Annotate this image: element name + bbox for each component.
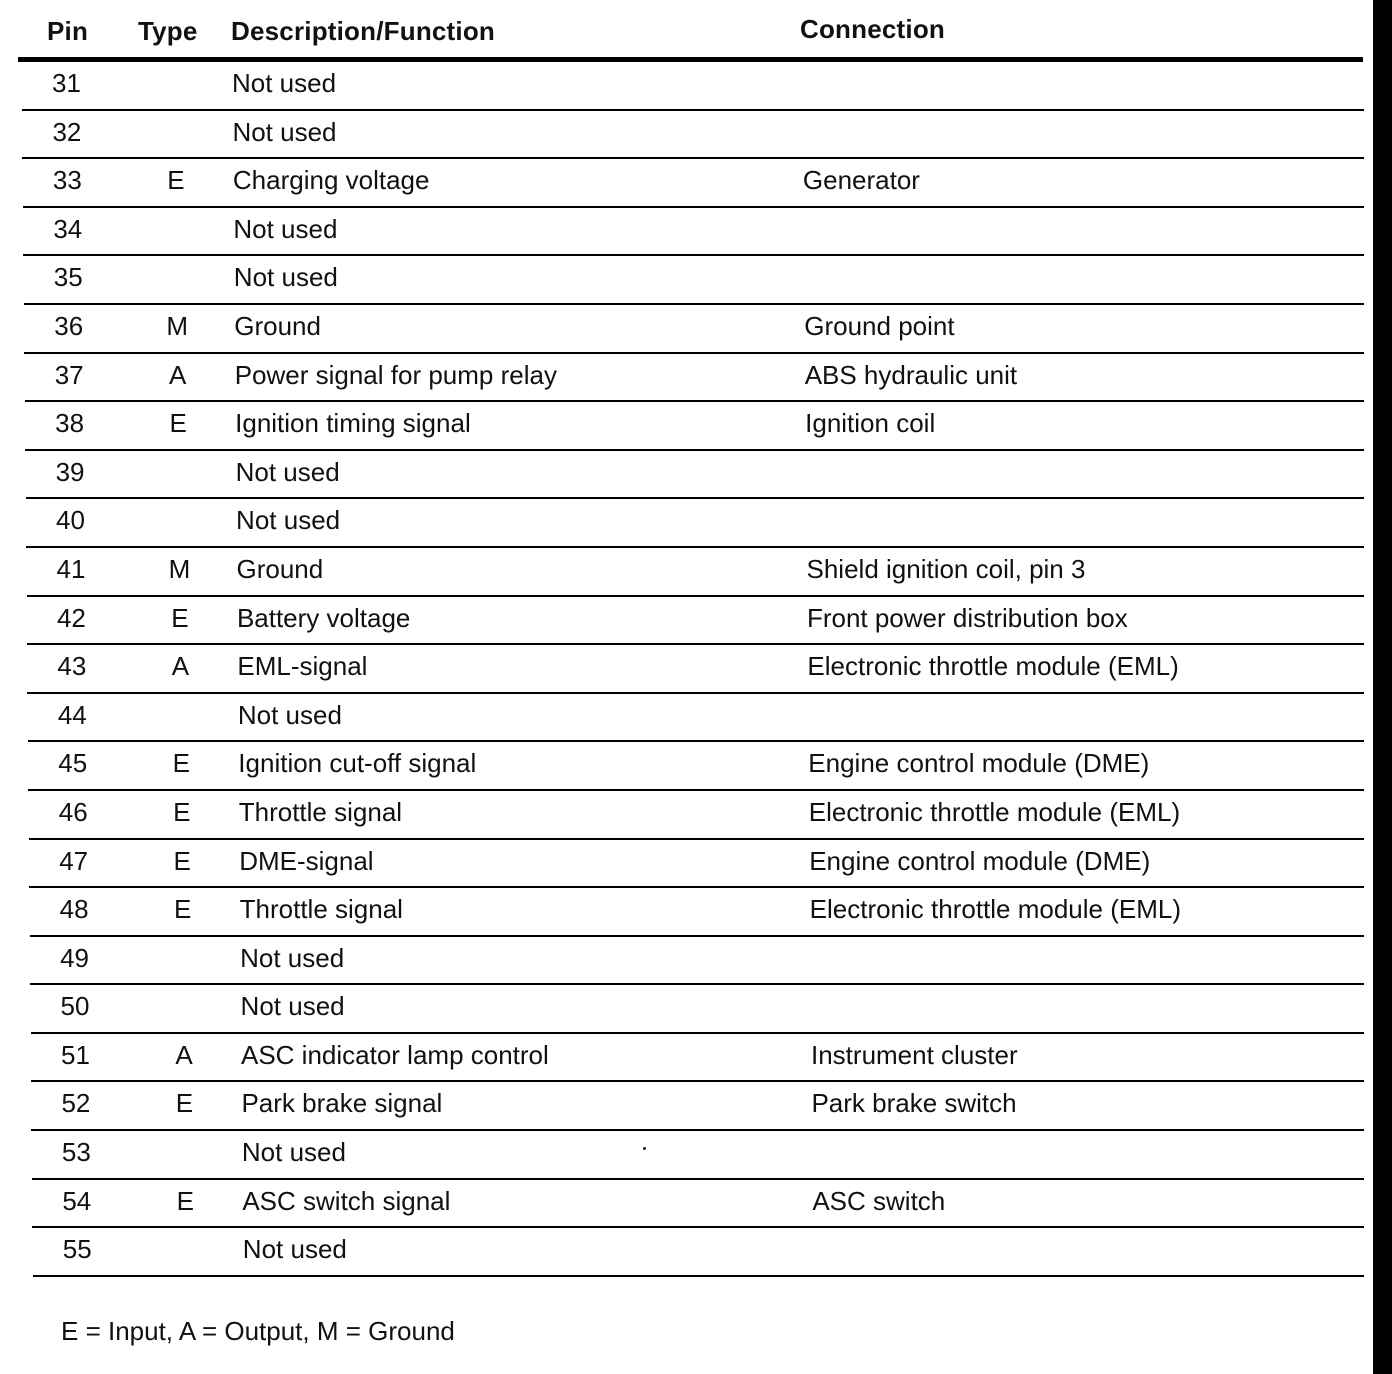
table-row <box>22 111 1364 160</box>
pin-cell: 46 <box>58 796 88 827</box>
connection-cell: Generator <box>802 165 920 196</box>
description-cell: Not used <box>232 116 337 147</box>
description-cell: DME-signal <box>239 845 374 876</box>
table-row <box>27 597 1364 646</box>
description-cell: Not used <box>240 991 345 1022</box>
type-cell: E <box>171 602 189 633</box>
table-row <box>24 256 1364 305</box>
table-row <box>30 937 1364 986</box>
type-cell: E <box>173 894 192 925</box>
pin-cell: 50 <box>60 991 90 1022</box>
table-row <box>23 159 1364 208</box>
pin-cell: 55 <box>62 1234 92 1265</box>
pin-cell: 47 <box>59 845 89 876</box>
type-legend: E = Input, A = Output, M = Ground <box>61 1316 455 1346</box>
description-cell: ASC indicator lamp control <box>241 1039 549 1070</box>
description-cell: Not used <box>235 456 340 487</box>
description-cell: Ignition cut-off signal <box>238 748 477 779</box>
table-row <box>23 208 1364 257</box>
pin-cell: 38 <box>55 408 85 439</box>
table-header <box>0 0 1372 60</box>
pin-cell: 32 <box>52 116 82 147</box>
table-row <box>26 451 1364 500</box>
table-row <box>29 791 1364 840</box>
type-cell: M <box>166 310 189 341</box>
pin-cell: 44 <box>57 699 87 730</box>
connection-cell: Instrument cluster <box>811 1039 1018 1070</box>
pin-cell: 31 <box>52 68 81 98</box>
type-cell: E <box>172 748 190 779</box>
type-cell: E <box>176 1185 195 1216</box>
connection-cell: ASC switch <box>812 1185 946 1216</box>
pin-cell: 36 <box>54 310 84 341</box>
description-cell: EML-signal <box>237 651 368 682</box>
table-row <box>26 499 1364 548</box>
table-row <box>32 1131 1364 1180</box>
description-cell: Not used <box>237 699 342 730</box>
type-cell: A <box>169 359 187 390</box>
description-cell: Not used <box>236 505 341 536</box>
pin-cell: 33 <box>52 165 82 196</box>
scan-speck <box>643 1147 646 1150</box>
table-row <box>30 888 1364 937</box>
description-cell: Not used <box>232 68 337 98</box>
pin-cell: 43 <box>57 651 87 682</box>
table-row <box>25 354 1364 403</box>
type-cell: E <box>173 796 191 827</box>
pin-cell: 37 <box>54 359 84 390</box>
pin-cell: 40 <box>56 505 85 536</box>
description-cell: ASC switch signal <box>242 1185 451 1216</box>
table-row <box>25 402 1364 451</box>
table-row <box>24 305 1364 354</box>
pin-cell: 39 <box>55 456 85 487</box>
description-cell: Not used <box>241 1137 346 1168</box>
description-cell: Throttle signal <box>238 796 403 827</box>
type-cell: M <box>168 553 191 584</box>
table-body <box>0 62 1372 1277</box>
table-row <box>31 1082 1364 1131</box>
connection-cell: Ground point <box>804 310 955 341</box>
connection-cell: Shield ignition coil, pin 3 <box>806 553 1086 584</box>
header-connection: Connection <box>800 14 945 44</box>
pin-cell: 53 <box>61 1137 91 1168</box>
pin-cell: 49 <box>60 942 90 973</box>
type-cell: E <box>175 1088 194 1119</box>
pin-cell: 52 <box>61 1088 91 1119</box>
connection-cell: Electronic throttle module (EML) <box>809 894 1182 925</box>
type-cell: A <box>171 651 190 682</box>
connection-cell: Engine control module (DME) <box>809 845 1151 876</box>
header-description: Description/Function <box>231 16 495 46</box>
pin-cell: 48 <box>59 894 89 925</box>
connection-cell: Park brake switch <box>811 1088 1017 1119</box>
type-cell: E <box>173 845 191 876</box>
description-cell: Park brake signal <box>241 1088 443 1119</box>
table-row <box>22 62 1364 111</box>
connection-cell: Front power distribution box <box>806 602 1128 633</box>
description-cell: Ignition timing signal <box>235 408 471 439</box>
table-row <box>28 694 1364 743</box>
pin-cell: 45 <box>58 748 88 779</box>
connection-cell: Engine control module (DME) <box>808 748 1150 779</box>
pin-cell: 51 <box>61 1039 90 1070</box>
scan-edge-border <box>1373 0 1392 1374</box>
table-row <box>29 840 1364 889</box>
header-type: Type <box>138 16 198 46</box>
pin-cell: 41 <box>56 553 86 584</box>
type-cell: E <box>167 165 185 196</box>
description-cell: Battery voltage <box>236 602 411 633</box>
description-cell: Not used <box>240 942 345 973</box>
description-cell: Ground <box>236 553 324 584</box>
header-pin: Pin <box>47 16 89 46</box>
description-cell: Throttle signal <box>239 894 403 925</box>
type-cell: E <box>169 408 187 439</box>
description-cell: Not used <box>233 213 338 244</box>
table-row <box>27 645 1364 694</box>
table-row <box>27 548 1365 597</box>
table-row <box>31 1034 1364 1083</box>
table-row <box>32 1180 1364 1229</box>
pin-cell: 35 <box>53 262 83 293</box>
table-row <box>28 742 1364 791</box>
description-cell: Power signal for pump relay <box>234 359 557 390</box>
connection-cell: Electronic throttle module (EML) <box>808 796 1181 827</box>
pin-cell: 54 <box>62 1185 92 1216</box>
connection-cell: Electronic throttle module (EML) <box>807 651 1179 682</box>
description-cell: Not used <box>233 262 338 293</box>
description-cell: Charging voltage <box>232 165 430 196</box>
connection-cell: Ignition coil <box>805 408 936 439</box>
table-row <box>33 1228 1364 1277</box>
description-cell: Ground <box>234 310 321 341</box>
type-cell: A <box>175 1039 193 1070</box>
pin-cell: 42 <box>56 602 86 633</box>
table-row <box>31 985 1364 1034</box>
pin-cell: 34 <box>53 213 83 244</box>
connection-cell: ABS hydraulic unit <box>804 359 1018 390</box>
description-cell: Not used <box>242 1234 347 1265</box>
